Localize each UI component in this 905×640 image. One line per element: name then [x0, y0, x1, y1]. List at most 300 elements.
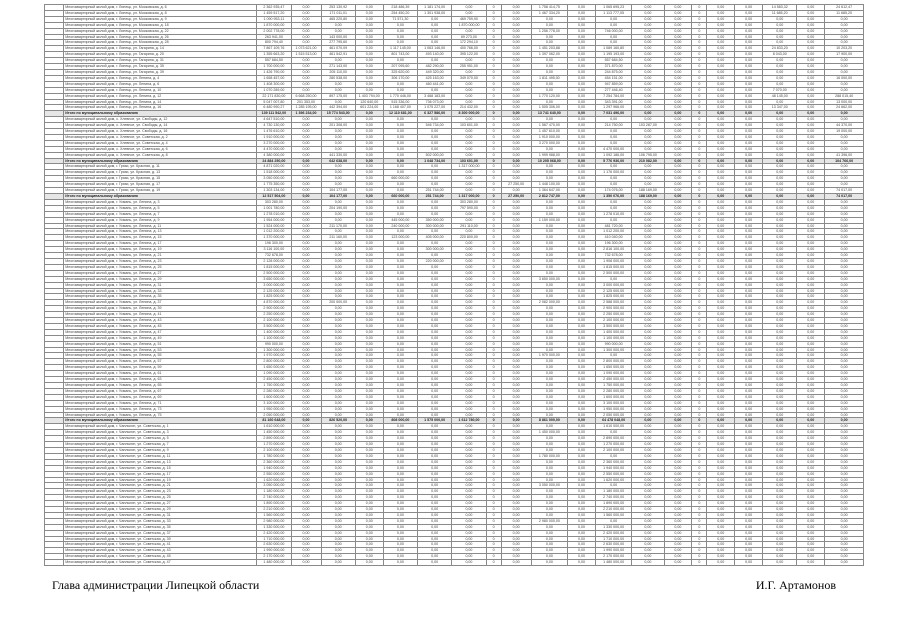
value-cell: 0,00 — [568, 117, 596, 123]
value-cell: 0,00 — [632, 483, 664, 489]
value-cell: 0,00 — [735, 211, 763, 217]
address-cell: Многоквартирный жилой дом, г. Чаплыгин, ул. Советская, д. 47 — [64, 560, 257, 566]
value-cell: 0,00 — [452, 447, 486, 453]
value-cell: 1 467 334,20 — [531, 10, 567, 16]
value-cell: 0,00 — [735, 447, 763, 453]
value-cell: 0 — [692, 341, 707, 347]
value-cell: 0,00 — [418, 512, 452, 518]
value-cell: 1 750 000,00 — [595, 383, 631, 389]
value-cell: 0,00 — [707, 93, 735, 99]
address-cell: Многоквартирный жилой дом, с. Хлевное, ул. Советская, д. 2 — [64, 134, 257, 140]
value-cell: 0 — [692, 75, 707, 81]
value-cell: 0,00 — [383, 318, 417, 324]
value-cell: 0,00 — [501, 58, 531, 64]
value-cell: 0,00 — [501, 436, 531, 442]
value-cell: 15 774 543,00 — [321, 111, 355, 117]
value-cell: 0,00 — [383, 247, 417, 253]
value-cell: 1 710 000,00 — [257, 536, 291, 542]
value-cell: 0 — [486, 294, 501, 300]
value-cell: 1 426 790,00 — [257, 69, 291, 75]
value-cell: 0,00 — [632, 176, 664, 182]
value-cell: 0 — [692, 329, 707, 335]
value-cell: 0,00 — [825, 235, 864, 241]
value-cell: 0,00 — [568, 247, 596, 253]
value-cell: 0,00 — [797, 412, 825, 418]
value-cell: 0,00 — [825, 489, 864, 495]
value-cell: 0,00 — [355, 123, 383, 129]
value-cell: 0 — [486, 288, 501, 294]
value-cell: 0,00 — [355, 276, 383, 282]
value-cell: 0,00 — [664, 10, 692, 16]
value-cell: 0 — [486, 347, 501, 353]
value-cell: 3 050 000,00 — [257, 483, 291, 489]
value-cell: 1 070 289,00 — [257, 87, 291, 93]
value-cell: 2 800 000,00 — [595, 359, 631, 365]
value-cell: 0,00 — [355, 129, 383, 135]
value-cell: 0,00 — [355, 194, 383, 200]
value-cell: 0,00 — [825, 507, 864, 513]
address-cell: Многоквартирный жилой дом, г. Грязи, ул. Красная, д. 17 — [64, 182, 257, 188]
value-cell: 1 950 000,00 — [257, 406, 291, 412]
value-cell: 0 — [692, 542, 707, 548]
value-cell: 0 — [692, 176, 707, 182]
value-cell: 0 — [486, 117, 501, 123]
value-cell: 0,00 — [664, 554, 692, 560]
value-cell: 0,00 — [568, 560, 596, 566]
value-cell: 0 — [486, 377, 501, 383]
value-cell: 1 355 663,20 — [257, 52, 291, 58]
value-cell: 1 285 195,00 — [291, 105, 321, 111]
value-cell: 0,00 — [452, 270, 486, 276]
value-cell: 0,00 — [735, 406, 763, 412]
value-cell: 0,00 — [501, 52, 531, 58]
value-cell: 71 571,30 — [383, 16, 417, 22]
value-cell: 0,00 — [418, 359, 452, 365]
value-cell: 0 — [692, 10, 707, 16]
value-cell: 0,00 — [707, 524, 735, 530]
value-cell: 0,00 — [501, 495, 531, 501]
value-cell: 0,00 — [568, 312, 596, 318]
value-cell: 0,00 — [763, 542, 797, 548]
value-cell: 0,00 — [418, 365, 452, 371]
value-cell: 0,00 — [825, 483, 864, 489]
value-cell: 0,00 — [383, 524, 417, 530]
value-cell: 0,00 — [763, 477, 797, 483]
value-cell: 0,00 — [707, 347, 735, 353]
value-cell: 0 — [486, 93, 501, 99]
value-cell: 1 908 000,00 — [595, 258, 631, 264]
value-cell: 0 — [692, 241, 707, 247]
value-cell: 0,00 — [418, 146, 452, 152]
value-cell: 0,00 — [501, 306, 531, 312]
address-cell: Итого по муниципальному образованию — [64, 194, 257, 200]
value-cell: 123 000,00 — [383, 235, 417, 241]
value-cell: 0,00 — [355, 294, 383, 300]
value-cell: 0,00 — [418, 483, 452, 489]
value-cell: 0,00 — [797, 424, 825, 430]
value-cell: 0 — [486, 205, 501, 211]
value-cell: 0,00 — [291, 371, 321, 377]
value-cell: 0,00 — [735, 412, 763, 418]
value-cell: 0,00 — [291, 152, 321, 158]
value-cell: 0 — [692, 489, 707, 495]
value-cell: 0,00 — [632, 306, 664, 312]
value-cell: 0,00 — [735, 323, 763, 329]
value-cell: 0,00 — [568, 495, 596, 501]
value-cell: 0,00 — [355, 87, 383, 93]
value-cell: 0,00 — [664, 140, 692, 146]
value-cell: 0,00 — [452, 58, 486, 64]
value-cell: 1 408 300,00 — [257, 81, 291, 87]
value-cell: 0,00 — [797, 188, 825, 194]
value-cell: 0 — [692, 123, 707, 129]
value-cell: 0,00 — [291, 554, 321, 560]
value-cell: 0,00 — [797, 483, 825, 489]
value-cell: 0,00 — [355, 5, 383, 11]
address-cell: Многоквартирный жилой дом, г. Грязи, ул. Красная, д. 15 — [64, 176, 257, 182]
value-cell: 0,00 — [418, 353, 452, 359]
value-cell: 0,00 — [452, 459, 486, 465]
value-cell: 0,00 — [735, 194, 763, 200]
value-cell: 2 210 000,00 — [257, 507, 291, 513]
value-cell: 3 500 000,00 — [257, 323, 291, 329]
value-cell: 0,00 — [707, 353, 735, 359]
value-cell: 0,00 — [501, 335, 531, 341]
value-cell: 0,00 — [568, 524, 596, 530]
value-cell: 0 — [486, 430, 501, 436]
value-cell: 0,00 — [291, 123, 321, 129]
value-cell: 0,00 — [321, 241, 355, 247]
value-cell: 0,00 — [418, 400, 452, 406]
address-cell: Итого по муниципальному образованию — [64, 158, 257, 164]
value-cell: 0,00 — [707, 323, 735, 329]
value-cell: 0,00 — [707, 554, 735, 560]
value-cell: 0,00 — [418, 264, 452, 270]
value-cell: 0,00 — [763, 501, 797, 507]
value-cell: 461 070,09 — [321, 46, 355, 52]
value-cell: 196 300,00 — [595, 241, 631, 247]
value-cell: 0,00 — [452, 442, 486, 448]
value-cell: 0,00 — [531, 347, 567, 353]
value-cell: 11 685,20 — [763, 10, 797, 16]
value-cell: 0,00 — [825, 536, 864, 542]
value-cell: 1 815 000,00 — [257, 264, 291, 270]
value-cell: 0,00 — [452, 471, 486, 477]
value-cell: 0,00 — [531, 205, 567, 211]
value-cell: 0,00 — [568, 394, 596, 400]
value-cell: 0,00 — [531, 335, 567, 341]
address-cell: Многоквартирный жилой дом, г. Чаплыгин, ул. Советская, д. 33 — [64, 518, 257, 524]
value-cell: 0,00 — [797, 182, 825, 188]
value-cell: 0,00 — [321, 164, 355, 170]
value-cell: 0,00 — [595, 176, 631, 182]
value-cell: 0,00 — [763, 170, 797, 176]
value-cell: 0,00 — [763, 471, 797, 477]
value-cell: 0,00 — [355, 536, 383, 542]
value-cell: 0,00 — [531, 341, 567, 347]
value-cell: 0,00 — [568, 46, 596, 52]
value-cell: 1 780 000,00 — [531, 453, 567, 459]
value-cell: 0 — [692, 418, 707, 424]
value-cell: 0,00 — [664, 560, 692, 566]
value-cell: 0,00 — [664, 46, 692, 52]
value-cell: 0,00 — [418, 424, 452, 430]
value-cell: 174 076,00 — [595, 188, 631, 194]
value-cell: 1 270 000,00 — [257, 442, 291, 448]
value-cell: 0,00 — [763, 152, 797, 158]
value-cell: 0 — [692, 365, 707, 371]
value-cell: 0,00 — [632, 134, 664, 140]
value-cell: 0,00 — [797, 134, 825, 140]
value-cell: 0,00 — [418, 129, 452, 135]
value-cell: 0,00 — [321, 371, 355, 377]
value-cell: 0,00 — [595, 217, 631, 223]
value-cell: 3 100 000,00 — [595, 400, 631, 406]
value-cell: 0,00 — [568, 471, 596, 477]
address-cell: Многоквартирный жилой дом, г. Чаплыгин, ул. Советская, д. 39 — [64, 536, 257, 542]
value-cell: 0,00 — [664, 442, 692, 448]
value-cell: 0 — [486, 253, 501, 259]
value-cell: 0,00 — [418, 329, 452, 335]
value-cell: 1 001 780,00 — [257, 205, 291, 211]
value-cell: 1 089 160,80 — [595, 46, 631, 52]
value-cell: 0,00 — [452, 518, 486, 524]
value-cell: 0,00 — [664, 501, 692, 507]
address-cell: Многоквартирный жилой дом, г. Липецк, ул. Гагарина, д. 20 — [64, 52, 257, 58]
value-cell: 469 759,90 — [452, 16, 486, 22]
value-cell: 0,00 — [735, 69, 763, 75]
value-cell: 0 — [486, 560, 501, 566]
value-cell: 0,00 — [501, 406, 531, 412]
value-cell: 0 — [486, 199, 501, 205]
value-cell: 0,00 — [735, 442, 763, 448]
value-cell: 0,00 — [707, 306, 735, 312]
value-cell: 0,00 — [383, 58, 417, 64]
value-cell: 0,00 — [763, 388, 797, 394]
value-cell: 0,00 — [383, 483, 417, 489]
value-cell: 0,00 — [707, 477, 735, 483]
value-cell: 0 — [692, 294, 707, 300]
value-cell: 0 — [486, 170, 501, 176]
value-cell: 0,00 — [763, 247, 797, 253]
value-cell: 0,00 — [797, 359, 825, 365]
value-cell: 0,00 — [355, 170, 383, 176]
value-cell: 0,00 — [763, 400, 797, 406]
value-cell: 0,00 — [763, 205, 797, 211]
value-cell: 0,00 — [501, 377, 531, 383]
value-cell: 0,00 — [632, 465, 664, 471]
value-cell: 0,00 — [632, 117, 664, 123]
value-cell: 0,00 — [825, 377, 864, 383]
value-cell: 0,00 — [321, 341, 355, 347]
value-cell: 0 — [692, 211, 707, 217]
value-cell: 0,00 — [452, 560, 486, 566]
value-cell: 0,00 — [452, 264, 486, 270]
value-cell: 1 073 621,00 — [291, 46, 321, 52]
value-cell: 0 — [486, 489, 501, 495]
value-cell: 0,00 — [321, 359, 355, 365]
value-cell: 0,00 — [735, 64, 763, 70]
value-cell: 0,00 — [418, 560, 452, 566]
value-cell: 0,00 — [735, 418, 763, 424]
value-cell: 1 270 000,00 — [595, 442, 631, 448]
value-cell: 0,00 — [383, 495, 417, 501]
value-cell: 0 — [486, 46, 501, 52]
value-cell: 0,00 — [321, 229, 355, 235]
value-cell: 0,00 — [664, 152, 692, 158]
value-cell: 0,00 — [291, 359, 321, 365]
value-cell: 3 650 000,00 — [531, 276, 567, 282]
value-cell: 2 450 000,00 — [257, 377, 291, 383]
value-cell: 349 070,00 — [452, 75, 486, 81]
value-cell: 0,00 — [418, 58, 452, 64]
value-cell: 0,00 — [501, 288, 531, 294]
value-cell: 0,00 — [568, 58, 596, 64]
value-cell: 0,00 — [383, 359, 417, 365]
value-cell: 0,00 — [664, 81, 692, 87]
value-cell: 0,00 — [664, 365, 692, 371]
value-cell: 2 550 000,00 — [595, 471, 631, 477]
value-cell: 0,00 — [763, 176, 797, 182]
value-cell: 0,00 — [664, 430, 692, 436]
value-cell: 0,00 — [452, 536, 486, 542]
value-cell: 0,00 — [452, 495, 486, 501]
value-cell: 0,00 — [501, 560, 531, 566]
value-cell: 3 050 000,00 — [257, 176, 291, 182]
value-cell: 642 638,00 — [321, 158, 355, 164]
value-cell: 0,00 — [418, 394, 452, 400]
value-cell: 303 280,00 — [257, 199, 291, 205]
value-cell: 0,00 — [531, 294, 567, 300]
value-cell: 0,00 — [825, 436, 864, 442]
address-cell: Многоквартирный жилой дом, с. Хлевное, ул. Свободы, д. 14 — [64, 123, 257, 129]
address-cell: Многоквартирный жилой дом, г. Усмань, ул. Ленина, д. 23 — [64, 258, 257, 264]
value-cell: 1 451 203,88 — [531, 46, 567, 52]
value-cell: 0,00 — [531, 258, 567, 264]
value-cell: 2 210 000,00 — [595, 507, 631, 513]
value-cell: 0,00 — [383, 424, 417, 430]
value-cell: 660 000,00 — [383, 194, 417, 200]
value-cell: 0 — [692, 507, 707, 513]
value-cell: 1 825 000,00 — [257, 294, 291, 300]
value-cell: 0,00 — [797, 258, 825, 264]
value-cell: 0,00 — [321, 217, 355, 223]
value-cell: 0,00 — [763, 158, 797, 164]
value-cell: 1 524 000,00 — [257, 223, 291, 229]
value-cell: 0 — [692, 530, 707, 536]
value-cell: 0,00 — [735, 459, 763, 465]
value-cell: 2 125 000,00 — [257, 288, 291, 294]
value-cell: 0,00 — [418, 501, 452, 507]
value-cell: 0 — [692, 258, 707, 264]
value-cell: 0,00 — [501, 524, 531, 530]
value-cell: 0 — [486, 140, 501, 146]
value-cell: 0,00 — [383, 28, 417, 34]
value-cell: 0,00 — [568, 81, 596, 87]
value-cell: 0,00 — [501, 75, 531, 81]
value-cell: 0,00 — [291, 453, 321, 459]
value-cell: 660 000,00 — [383, 176, 417, 182]
value-cell: 0,00 — [418, 383, 452, 389]
value-cell: 0,00 — [664, 347, 692, 353]
value-cell: 0,00 — [797, 34, 825, 40]
value-cell: 0,00 — [321, 306, 355, 312]
value-cell: 44 370,00 — [825, 123, 864, 129]
value-cell: 0,00 — [735, 453, 763, 459]
address-cell: Многоквартирный жилой дом, г. Усмань, ул. Ленина, д. 11 — [64, 223, 257, 229]
value-cell: 0,00 — [825, 323, 864, 329]
value-cell: 0,00 — [595, 353, 631, 359]
value-cell: 0,00 — [707, 270, 735, 276]
value-cell: 0,00 — [291, 424, 321, 430]
value-cell: 0,00 — [383, 152, 417, 158]
address-cell: Многоквартирный жилой дом, г. Чаплыгин, ул. Советская, д. 5 — [64, 436, 257, 442]
value-cell: 0,00 — [452, 217, 486, 223]
value-cell: 0,00 — [452, 365, 486, 371]
value-cell: 461 542,91 — [321, 52, 355, 58]
value-cell: 0,00 — [568, 87, 596, 93]
value-cell: 171 011,01 — [321, 10, 355, 16]
value-cell: 0,00 — [501, 371, 531, 377]
value-cell: 0,00 — [735, 176, 763, 182]
value-cell: 0,00 — [568, 258, 596, 264]
value-cell: 0,00 — [797, 536, 825, 542]
value-cell: 16 000,00 — [825, 75, 864, 81]
value-cell: 0,00 — [763, 371, 797, 377]
value-cell: 0,00 — [735, 294, 763, 300]
value-cell: 0,00 — [291, 447, 321, 453]
value-cell: 1 113 777,05 — [595, 10, 631, 16]
value-cell: 0,00 — [735, 158, 763, 164]
value-cell: 0,00 — [321, 81, 355, 87]
value-cell: 0 — [692, 412, 707, 418]
value-cell: 1 396 234,00 — [291, 111, 321, 117]
value-cell: 0 — [486, 418, 501, 424]
value-cell: 0,00 — [632, 288, 664, 294]
value-cell: 0,00 — [595, 453, 631, 459]
value-cell: 0,00 — [797, 353, 825, 359]
value-cell: 0 — [692, 34, 707, 40]
value-cell: 0,00 — [501, 542, 531, 548]
value-cell: 0,00 — [355, 217, 383, 223]
value-cell: 0,00 — [531, 400, 567, 406]
value-cell: 0 — [692, 347, 707, 353]
address-cell: Многоквартирный жилой дом, г. Чаплыгин, ул. Советская, д. 17 — [64, 471, 257, 477]
value-cell: 204 190,00 — [321, 205, 355, 211]
value-cell: 220 000,00 — [418, 258, 452, 264]
value-cell: 0,00 — [321, 294, 355, 300]
value-cell: 2 170 000,00 — [595, 554, 631, 560]
value-cell: 0,00 — [632, 300, 664, 306]
address-cell: Многоквартирный жилой дом, г. Липецк, ул. Ленина, д. 14 — [64, 99, 257, 105]
value-cell: 0,00 — [797, 406, 825, 412]
value-cell: 0,00 — [568, 383, 596, 389]
address-cell: Многоквартирный жилой дом, г. Липецк, ул. Московская, д. 28 — [64, 40, 257, 46]
value-cell: 0,00 — [707, 176, 735, 182]
value-cell: 0,00 — [664, 489, 692, 495]
value-cell: 0,00 — [735, 58, 763, 64]
value-cell: 0,00 — [355, 40, 383, 46]
value-cell: 0,00 — [763, 442, 797, 448]
value-cell: 0,00 — [568, 270, 596, 276]
value-cell: 0,00 — [321, 388, 355, 394]
value-cell: 0,00 — [825, 217, 864, 223]
value-cell: 0,00 — [321, 347, 355, 353]
value-cell: 0,00 — [707, 359, 735, 365]
value-cell: 220 800,00 — [452, 235, 486, 241]
value-cell: 0,00 — [355, 359, 383, 365]
value-cell: 4 870 000,00 — [257, 300, 291, 306]
